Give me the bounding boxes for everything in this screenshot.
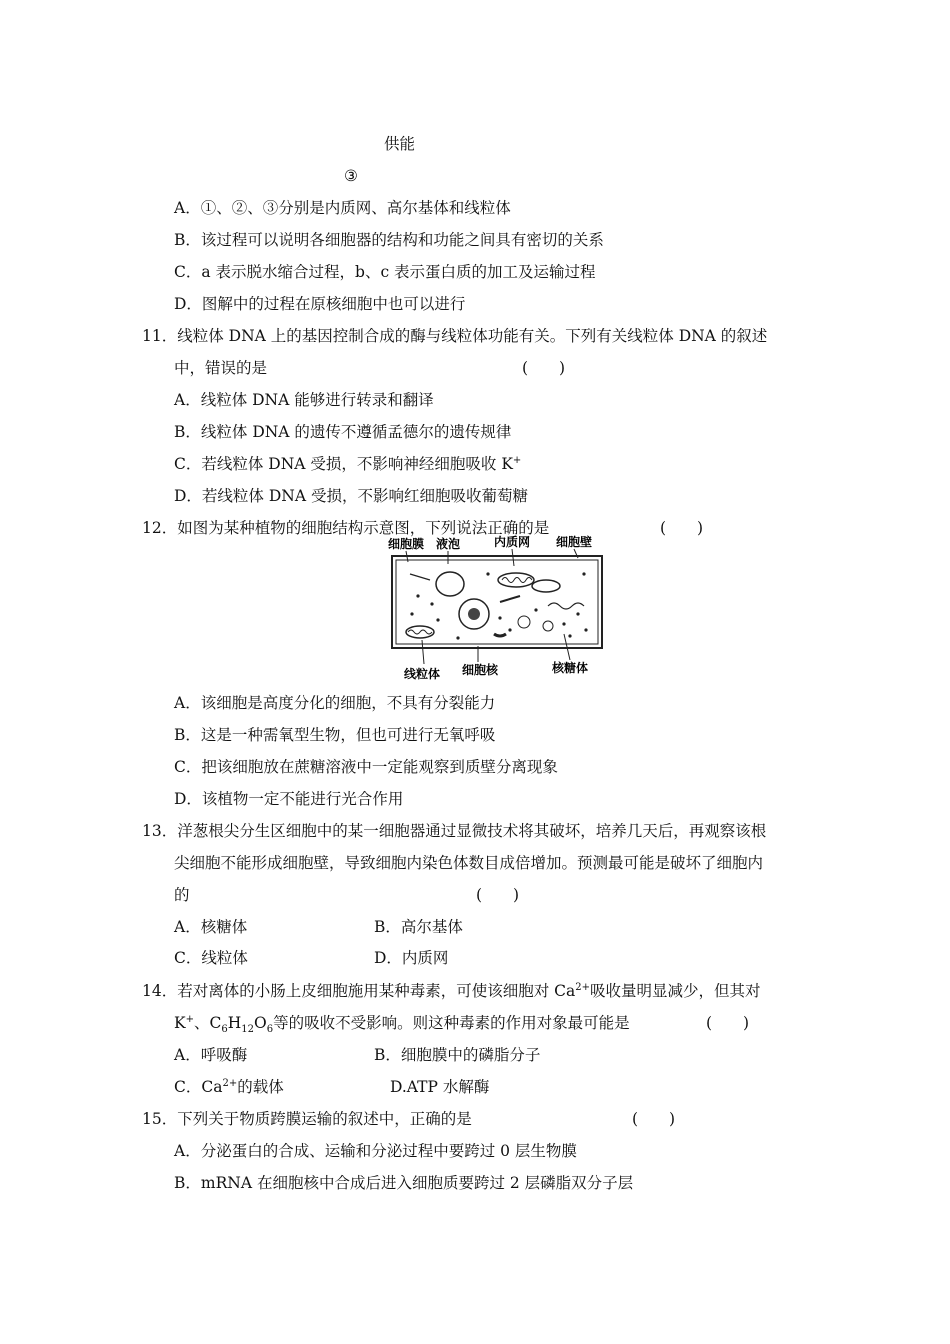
q13-option-d: D．内质网: [374, 949, 449, 967]
label-nucleus: 细胞核: [462, 663, 499, 677]
q11-option-b: B．线粒体 DNA 的遗传不遵循孟德尔的遗传规律: [174, 423, 512, 441]
q11-answer-paren: ( ): [522, 359, 566, 377]
q13-option-c: C．线粒体: [174, 949, 248, 967]
q12-stem: 12．如图为某种植物的细胞结构示意图，下列说法正确的是: [142, 519, 550, 537]
q10-option-c: C．a 表示脱水缩合过程，b、c 表示蛋白质的加工及运输过程: [174, 263, 596, 281]
q12-option-d: D．该植物一定不能进行光合作用: [174, 790, 404, 808]
q12-option-c: C．把该细胞放在蔗糖溶液中一定能观察到质壁分离现象: [174, 758, 558, 776]
q14-stem-line1: 14．若对离体的小肠上皮细胞施用某种毒素，可使该细胞对 $Ca^{2+}$吸收量明显减少，但其对: [142, 981, 761, 1000]
q14-option-b: B．细胞膜中的磷脂分子: [374, 1046, 541, 1064]
q12-option-b: B．这是一种需氧型生物，但也可进行无氧呼吸: [174, 726, 496, 744]
q12-option-a: A．该细胞是高度分化的细胞，不具有分裂能力: [174, 694, 496, 712]
q10-option-d: D．图解中的过程在原核细胞中也可以进行: [174, 295, 466, 313]
q15-option-b: B．mRNA 在细胞核中合成后进入细胞质要跨过 2 层磷脂双分子层: [174, 1174, 634, 1192]
label-ribosome: 核糖体: [552, 661, 589, 675]
q10-option-a: A．①、②、③分别是内质网、高尔基体和线粒体: [174, 199, 511, 217]
label-vacuole: 液泡: [436, 537, 461, 551]
label-wall: 细胞壁: [556, 535, 593, 549]
q13-option-b: B．高尔基体: [374, 918, 463, 936]
q13-stem-line3: 的: [174, 886, 190, 904]
label-circle-3: ③: [344, 167, 358, 185]
label-membrane: 细胞膜: [388, 537, 425, 551]
q14-option-d: D.ATP 水解酶: [390, 1078, 490, 1096]
q14-option-c: C．$Ca^{2+}$的载体: [174, 1077, 284, 1096]
q14-stem-line2: K+、$C_6H_{12}O_6$等的吸收不受影响。则这种毒素的作用对象最可能是: [174, 1013, 630, 1036]
q15-stem: 15．下列关于物质跨膜运输的叙述中，正确的是: [142, 1110, 472, 1128]
q13-stem-line1: 13．洋葱根尖分生区细胞中的某一细胞器通过显微技术将其破坏，培养几天后，再观察该根: [142, 822, 767, 840]
q13-answer-paren: ( ): [476, 886, 520, 904]
q11-option-c: C．若线粒体 DNA 受损，不影响神经细胞吸收 K+: [174, 454, 522, 473]
label-supply-energy: 供能: [384, 135, 416, 153]
plant-cell-diagram: [388, 534, 604, 684]
q14-answer-paren: ( ): [706, 1014, 750, 1032]
label-mitochondria: 线粒体: [404, 667, 441, 681]
plant-cell-svg: [388, 534, 604, 684]
q14-option-a: A．呼吸酶: [174, 1046, 248, 1064]
q11-option-d: D．若线粒体 DNA 受损，不影响红细胞吸收葡萄糖: [174, 487, 528, 505]
q11-stem-line2: 中，错误的是: [174, 359, 268, 377]
q11-option-a: A．线粒体 DNA 能够进行转录和翻译: [174, 391, 434, 409]
label-er: 内质网: [494, 535, 531, 549]
q15-option-a: A．分泌蛋白的合成、运输和分泌过程中要跨过 0 层生物膜: [174, 1142, 577, 1160]
q13-option-a: A．核糖体: [174, 918, 248, 936]
q15-answer-paren: ( ): [632, 1110, 676, 1128]
q11-stem-line1: 11．线粒体 DNA 上的基因控制合成的酶与线粒体功能有关。下列有关线粒体 DNA 的叙述: [142, 327, 768, 345]
q13-stem-line2: 尖细胞不能形成细胞壁，导致细胞内染色体数目成倍增加。预测最可能是破坏了细胞内: [174, 854, 764, 872]
q10-option-b: B．该过程可以说明各细胞器的结构和功能之间具有密切的关系: [174, 231, 604, 249]
q12-answer-paren: ( ): [660, 519, 704, 537]
